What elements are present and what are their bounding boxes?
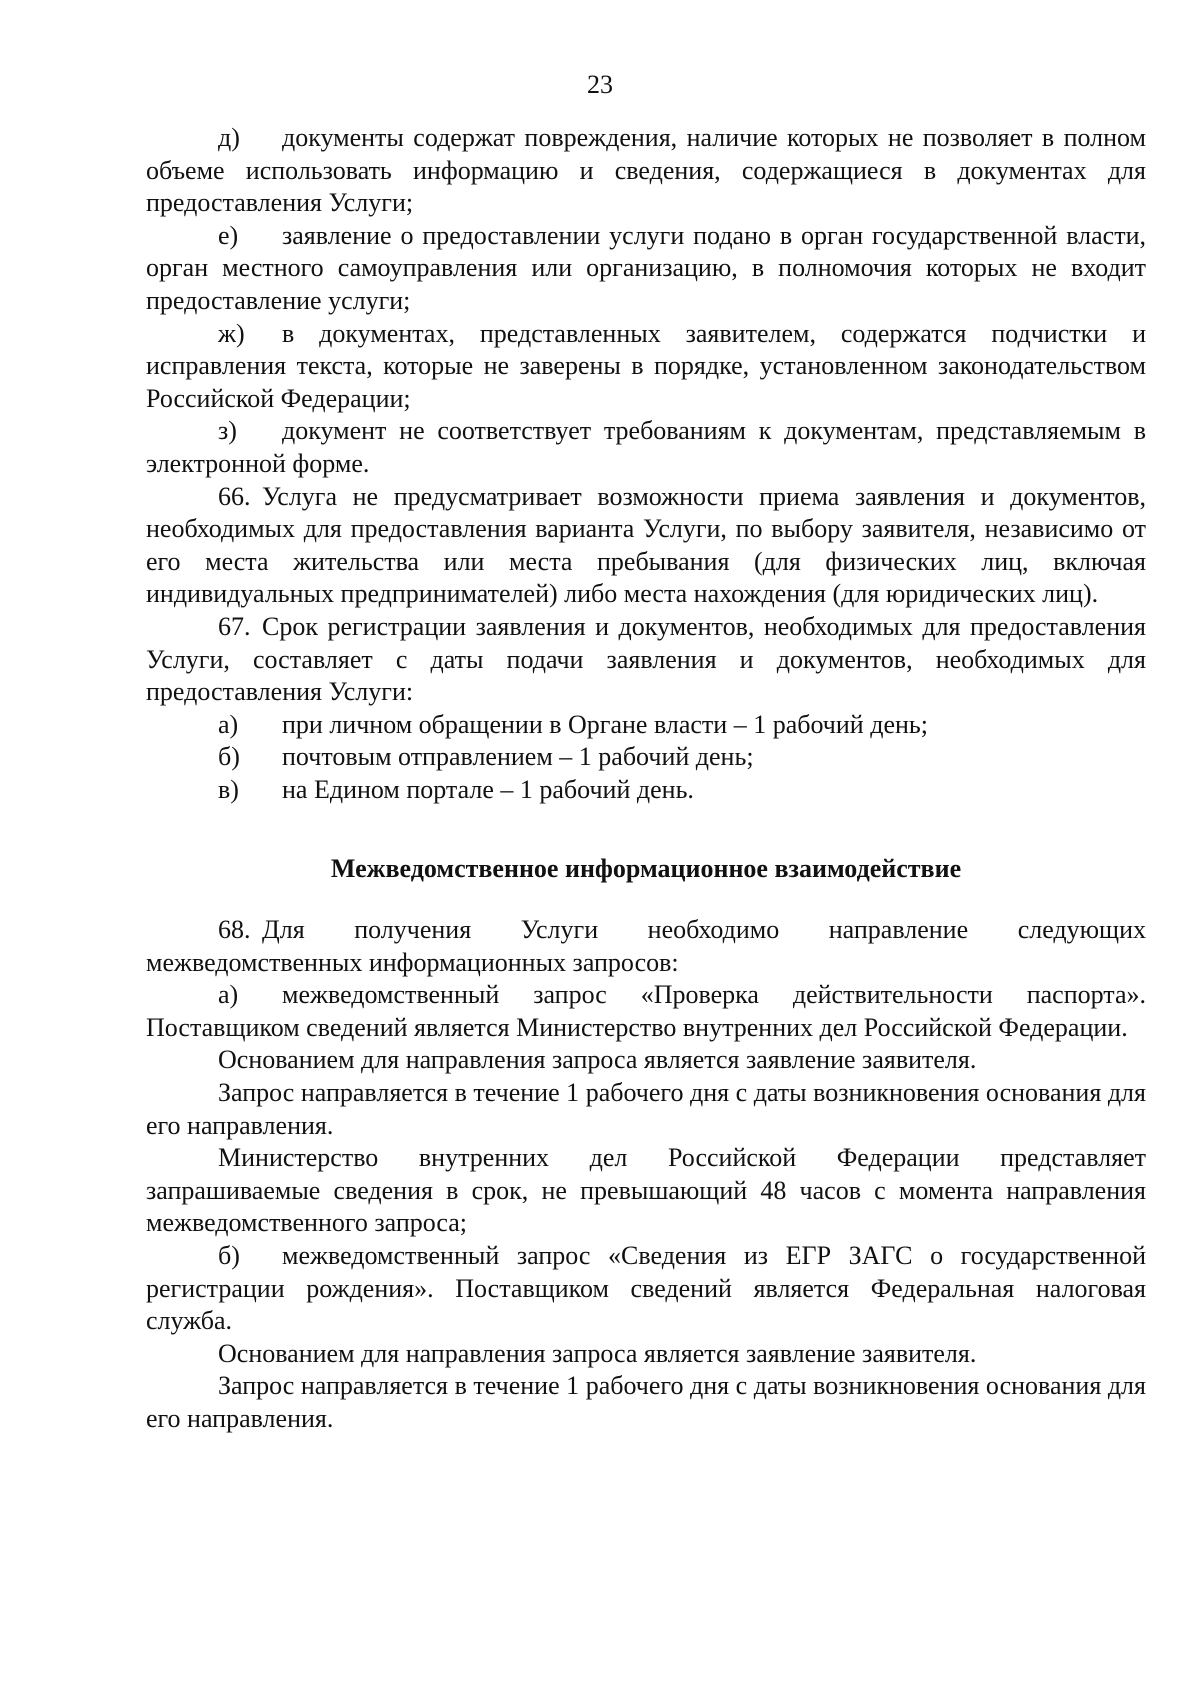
item-marker: а)	[218, 709, 239, 739]
section-heading: Межведомственное информационное взаимодействие	[330, 854, 962, 884]
paragraph: Запрос направляется в течение 1 рабочего дня с даты возникновения основания для его направления.	[146, 1078, 1146, 1140]
clause-66	[146, 481, 1146, 611]
clause-number: 68.	[218, 915, 251, 945]
clause-68	[146, 914, 1146, 979]
document-body	[146, 122, 1146, 1436]
paragraph: Основанием для направления запроса является заявление заявителя.	[218, 1045, 977, 1075]
list-item-a	[146, 709, 1146, 742]
clause-number: 67.	[218, 611, 251, 641]
item-marker: е)	[218, 220, 239, 250]
item-marker: б)	[218, 1241, 240, 1270]
clause-text: Услуга не предусматривает возможности приема заявления и документов, необходимых для предоставления варианта Услуги, по выбору заявителя, независимо от его места жительства или места пребывания (для физических лиц, включая индивидуальных предпринимателей) либо места нахождения (для юридических лиц).	[146, 481, 1146, 609]
item-text: межведомственный запрос «Проверка действительности паспорта». Поставщиком сведений является Министерство внутренних дел Российской Федерации.	[146, 980, 1146, 1042]
list-item-v	[146, 774, 1146, 807]
item-text: на Едином портале – 1 рабочий день.	[282, 774, 694, 804]
item-text: почтовым отправлением – 1 рабочий день;	[282, 742, 754, 772]
item-marker: ж)	[218, 318, 245, 348]
item-text: межведомственный запрос «Сведения из ЕГР ЗАГС о государственной регистрации рождения». Поставщиком сведений является Федеральная налоговая служба.	[146, 1241, 1146, 1336]
clause-text: Для получения Услуги необходимо направление следующих межведомственных информационных запросов:	[146, 915, 1146, 977]
page-number: 23	[587, 70, 613, 99]
item-text: документы содержат повреждения, наличие которых не позволяет в полном объеме использовать информацию и сведения, содержащиеся в документах для предоставления Услуги;	[146, 123, 1146, 218]
item-text: в документах, представленных заявителем, содержатся подчистки и исправления текста, которые не заверены в порядке, установленном законодательством Российской Федерации;	[146, 318, 1146, 413]
clause-text: Срок регистрации заявления и документов, необходимых для предоставления Услуги, составляет с даты подачи заявления и документов, необходимых для предоставления Услуги:	[146, 611, 1146, 707]
paragraph: Запрос направляется в течение 1 рабочего дня с даты возникновения основания для его направления.	[146, 1371, 1146, 1433]
list-item-b-request	[146, 1240, 1146, 1338]
list-item-e	[146, 220, 1146, 318]
item-text: документ не соответствует требованиям к документам, представляемым в электронной форме.	[146, 416, 1146, 478]
item-marker: в)	[218, 774, 239, 804]
paragraph: Основанием для направления запроса является заявление заявителя.	[218, 1338, 977, 1368]
paragraph: Министерство внутренних дел Российской Федерации представляет запрашиваемые сведения в срок, не превышающий 48 часов с момента направления межведомственного запроса;	[146, 1143, 1146, 1238]
list-item-z	[146, 415, 1146, 480]
item-marker: д)	[218, 123, 240, 152]
clause-number: 66.	[218, 481, 251, 511]
item-text: при личном обращении в Органе власти – 1 рабочий день;	[282, 709, 928, 739]
item-text: заявление о предоставлении услуги подано в орган государственной власти, орган местного самоуправления или организацию, в полномочия которых не входит предоставление услуги;	[146, 220, 1146, 315]
list-item-d	[146, 122, 1146, 220]
clause-67	[146, 611, 1146, 709]
item-marker: з)	[218, 416, 237, 446]
item-marker: а)	[218, 980, 239, 1010]
list-item-b	[146, 741, 1146, 774]
list-item-a-request	[146, 979, 1146, 1044]
item-marker: б)	[218, 742, 240, 772]
list-item-zh	[146, 318, 1146, 416]
